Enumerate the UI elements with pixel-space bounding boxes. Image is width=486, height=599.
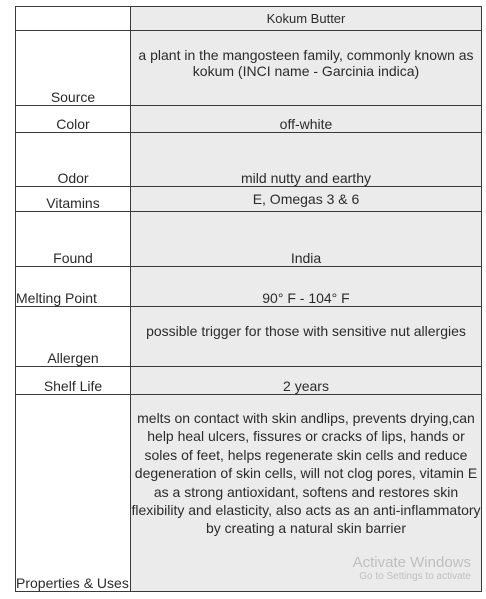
row-label: Vitamins xyxy=(16,187,131,212)
row-label: Allergen xyxy=(16,307,131,367)
row-value: mild nutty and earthy xyxy=(131,133,482,187)
table-row xyxy=(16,367,482,395)
row-value: 90° F - 104° F xyxy=(131,267,482,307)
table-row xyxy=(16,187,482,212)
row-value: 2 years xyxy=(131,367,482,395)
row-label: Properties & Uses xyxy=(16,395,131,592)
row-value: India xyxy=(131,212,482,267)
row-label: Odor xyxy=(16,133,131,187)
table-row xyxy=(16,31,482,106)
row-value: off-white xyxy=(131,106,482,133)
watermark-title: Activate Windows xyxy=(352,554,471,571)
table-row xyxy=(16,212,482,267)
row-label: Shelf Life xyxy=(16,367,131,395)
row-label: Source xyxy=(16,31,131,106)
row-value: melts on contact with skin andlips, prevents drying,can help heal ulcers, fissures or cracks of lips, hands or soles of feet, helps regenerate skin cells and reduce degeneration of skin cells, will not clog pores, vitamin E as a strong antioxidant, softens and restores skin flexibility and elasticity, also acts as an anti-inflammatory by creating a natural skin barrier xyxy=(131,395,482,592)
row-value: possible trigger for those with sensitive nut allergies xyxy=(131,307,482,367)
table-row xyxy=(16,133,482,187)
row-label: Color xyxy=(16,106,131,133)
watermark-subtitle: Go to Settings to activate xyxy=(359,571,471,582)
table-header-row xyxy=(16,7,482,31)
row-label: Found xyxy=(16,212,131,267)
header-title-cell: Kokum Butter xyxy=(131,7,482,31)
table-row xyxy=(16,106,482,133)
row-label: Melting Point xyxy=(16,267,131,307)
row-value: E, Omegas 3 & 6 xyxy=(131,187,482,212)
row-value: a plant in the mangosteen family, commonly known as kokum (INCI name - Garcinia indica) xyxy=(131,31,482,106)
header-label-cell xyxy=(16,7,131,31)
table-row xyxy=(16,267,482,307)
table-row xyxy=(16,307,482,367)
kokum-butter-table xyxy=(15,6,482,592)
table-row xyxy=(16,395,482,592)
document-page xyxy=(15,6,481,591)
